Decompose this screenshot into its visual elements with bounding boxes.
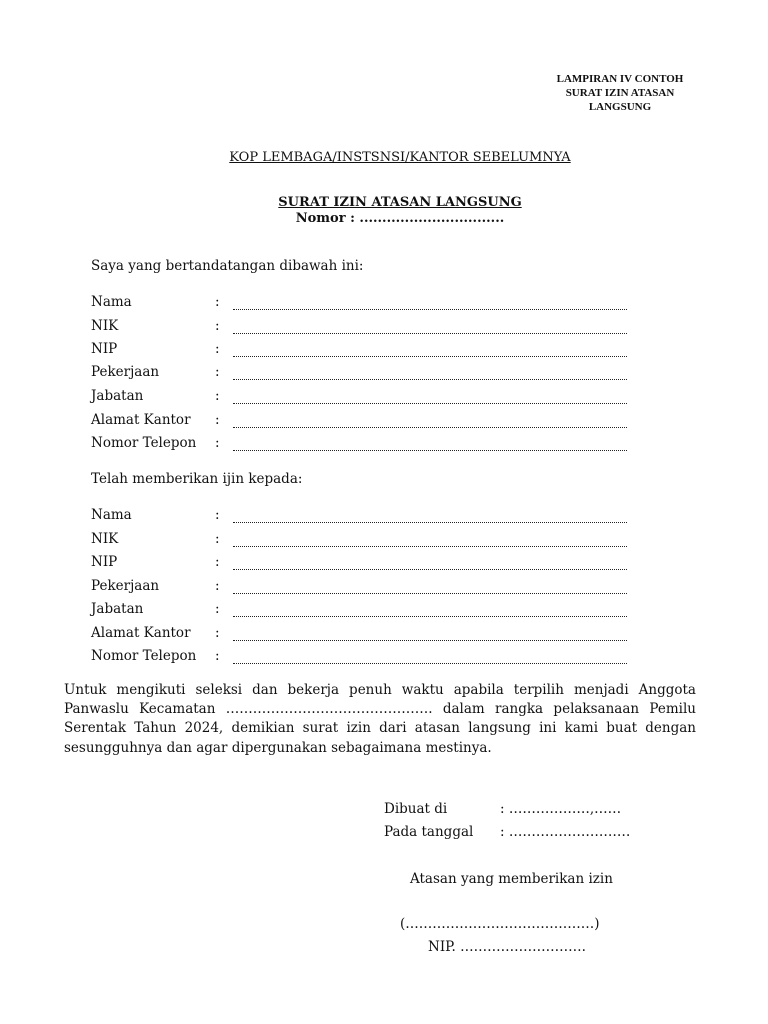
fill-in-line[interactable] [233, 628, 627, 641]
fill-in-line[interactable] [233, 297, 627, 310]
kop-heading: KOP LEMBAGA/INSTSNSI/KANTOR SEBELUMNYA [229, 150, 571, 165]
grantee-field-nip [91, 554, 631, 574]
atasan-label: Atasan yang memberikan izin [410, 871, 613, 887]
signer-field-nik [91, 318, 631, 338]
lampiran-header [540, 72, 700, 114]
field-label: Nama [91, 507, 132, 523]
field-colon: : [215, 435, 220, 451]
letter-number: Nomor : ................................ [295, 211, 505, 226]
fill-in-line[interactable] [233, 604, 627, 617]
field-colon: : [215, 554, 220, 570]
field-label: Jabatan [91, 601, 144, 617]
lampiran-line-1: LAMPIRAN IV CONTOH [556, 73, 684, 85]
tanggal-label: Pada tanggal [384, 824, 474, 840]
signer-field-nip [91, 341, 631, 361]
fill-in-line[interactable] [233, 438, 627, 451]
field-label: Nomor Telepon [91, 648, 197, 664]
fill-in-line[interactable] [233, 581, 627, 594]
field-colon: : [215, 531, 220, 547]
fill-in-line[interactable] [233, 415, 627, 428]
signer-field-jabatan [91, 388, 631, 408]
body-paragraph: Untuk mengikuti seleksi dan bekerja penuh waktu apabila terpilih menjadi Anggota Panwaslu Kecamatan ………………………………………. dalam rangka pelaksanaan Pemilu Serentak Tahun 2024, demikian surat izin dari atasan langsung ini kami buat dengan sesungguhnya dan agar dipergunakan sebagaimana mestinya. [64, 682, 696, 756]
signatory-nip[interactable]: NIP. ………………………. [428, 939, 586, 955]
grantee-field-nama [91, 507, 631, 527]
fill-in-line[interactable] [233, 557, 627, 570]
field-label: NIP [91, 554, 118, 570]
field-colon: : [215, 507, 220, 523]
lampiran-line-2: SURAT IZIN ATASAN [565, 87, 675, 99]
dibuat-value[interactable]: : ………………,…… [500, 801, 622, 817]
signer-field-pekerjaan [91, 364, 631, 384]
field-colon: : [215, 648, 220, 664]
field-label: NIK [91, 318, 119, 334]
grantee-field-alamat-kantor [91, 625, 631, 645]
tanggal-value[interactable]: : ……………………… [500, 824, 631, 840]
signer-intro: Saya yang bertandatangan dibawah ini: [91, 258, 364, 274]
field-label: Alamat Kantor [91, 625, 191, 641]
grantee-field-nomor-telepon [91, 648, 631, 668]
signer-field-nomor-telepon [91, 435, 631, 455]
signatory-name-placeholder[interactable]: (……………………………………) [400, 916, 600, 932]
grantee-field-pekerjaan [91, 578, 631, 598]
field-colon: : [215, 601, 220, 617]
field-colon: : [215, 294, 220, 310]
field-colon: : [215, 578, 220, 594]
field-label: Nomor Telepon [91, 435, 197, 451]
letter-title: SURAT IZIN ATASAN LANGSUNG [278, 195, 522, 210]
field-colon: : [215, 412, 220, 428]
fill-in-line[interactable] [233, 391, 627, 404]
field-label: Pekerjaan [91, 578, 160, 594]
field-label: Nama [91, 294, 132, 310]
signer-field-alamat-kantor [91, 412, 631, 432]
fill-in-line[interactable] [233, 534, 627, 547]
field-label: Alamat Kantor [91, 412, 191, 428]
field-label: Jabatan [91, 388, 144, 404]
grantee-field-jabatan [91, 601, 631, 621]
fill-in-line[interactable] [233, 321, 627, 334]
signer-field-nama [91, 294, 631, 314]
field-label: NIP [91, 341, 118, 357]
fill-in-line[interactable] [233, 510, 627, 523]
lampiran-line-3: LANGSUNG [588, 101, 652, 113]
grantee-intro: Telah memberikan ijin kepada: [91, 471, 303, 487]
field-colon: : [215, 318, 220, 334]
field-label: NIK [91, 531, 119, 547]
field-colon: : [215, 388, 220, 404]
field-label: Pekerjaan [91, 364, 160, 380]
fill-in-line[interactable] [233, 344, 627, 357]
fill-in-line[interactable] [233, 367, 627, 380]
field-colon: : [215, 341, 220, 357]
field-colon: : [215, 625, 220, 641]
grantee-field-nik [91, 531, 631, 551]
dibuat-label: Dibuat di [384, 801, 448, 817]
field-colon: : [215, 364, 220, 380]
fill-in-line[interactable] [233, 651, 627, 664]
